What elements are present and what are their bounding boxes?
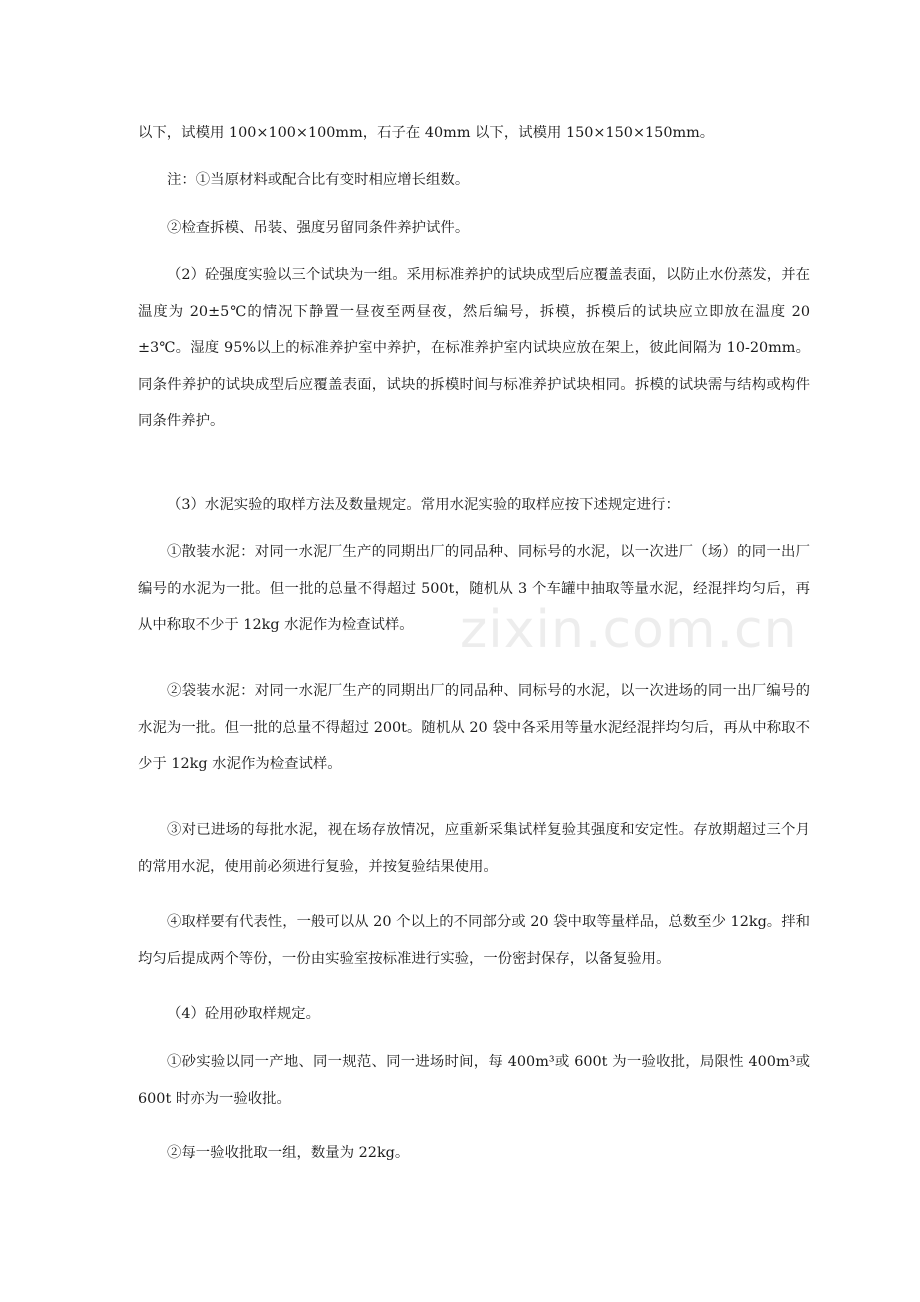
paragraph-3: ②检查拆模、吊装、强度另留同条件养护试件。	[167, 220, 470, 236]
paragraph-12-sand-quantity: ②每一验收批取一组，数量为 22kg。	[167, 1145, 410, 1161]
paragraph-4-concrete-strength: （2）砼强度实验以三个试块为一组。采用标准养护的试块成型后应覆盖表面，以防止水份蒸发，并在温度为 20±5℃的情况下静置一昼夜至两昼夜，然后编号，拆模，拆模后的试块应立即放在温度 20±3℃。湿度 95%以上的标准养护室中养护，在标准养护室内试块应放在架上，彼此间隔为 10-20mm。同条件养护的试块成型后应覆盖表面，试块的拆模时间与标准养护试块相同。拆模的试块需与结构或构件同条件养护。	[138, 267, 810, 429]
paragraph-6-bulk-cement: ①散装水泥：对同一水泥厂生产的同期出厂的同品种、同标号的水泥，以一次进厂（场）的同一出厂编号的水泥为一批。但一批的总量不得超过 500t，随机从 3 个车罐中抽取等量水泥，经混拌均匀后，再从中称取不少于 12kg 水泥作为检查试样。	[138, 544, 810, 633]
paragraph-11-sand-batch: ①砂实验以同一产地、同一规范、同一进场时间，每 400m³或 600t 为一验收批，局限性 400m³或 600t 时亦为一验收批。	[138, 1054, 810, 1107]
paragraph-2-note: 注：①当原材料或配合比有变时相应增长组数。	[167, 172, 470, 188]
paragraph-9-representative-sample: ④取样要有代表性，一般可以从 20 个以上的不同部分或 20 袋中取等量样品，总数至少 12kg。拌和均匀后提成两个等份，一份由实验室按标准进行实验，一份密封保存，以备复验用。	[138, 914, 810, 967]
paragraph-10-sand-sampling: （4）砼用砂取样规定。	[167, 1006, 321, 1022]
paragraph-7-bagged-cement: ②袋装水泥：对同一水泥厂生产的同期出厂的同品种、同标号的水泥，以一次进场的同一出厂编号的水泥为一批。但一批的总量不得超过 200t。随机从 20 袋中各采用等量水泥经混拌均匀后，再从中称取不少于 12kg 水泥作为检查试样。	[138, 683, 810, 772]
paragraph-8-retest: ③对已进场的每批水泥，视在场存放情况，应重新采集试样复验其强度和安定性。存放期超过三个月的常用水泥，使用前必须进行复验，并按复验结果使用。	[138, 822, 810, 875]
paragraph-5-cement-sampling: （3）水泥实验的取样方法及数量规定。常用水泥实验的取样应按下述规定进行：	[167, 497, 680, 513]
paragraph-1: 以下，试模用 100×100×100mm，石子在 40mm 以下，试模用 150×150×150mm。	[138, 125, 715, 141]
watermark-text: zixin.com.cn	[460, 600, 798, 660]
